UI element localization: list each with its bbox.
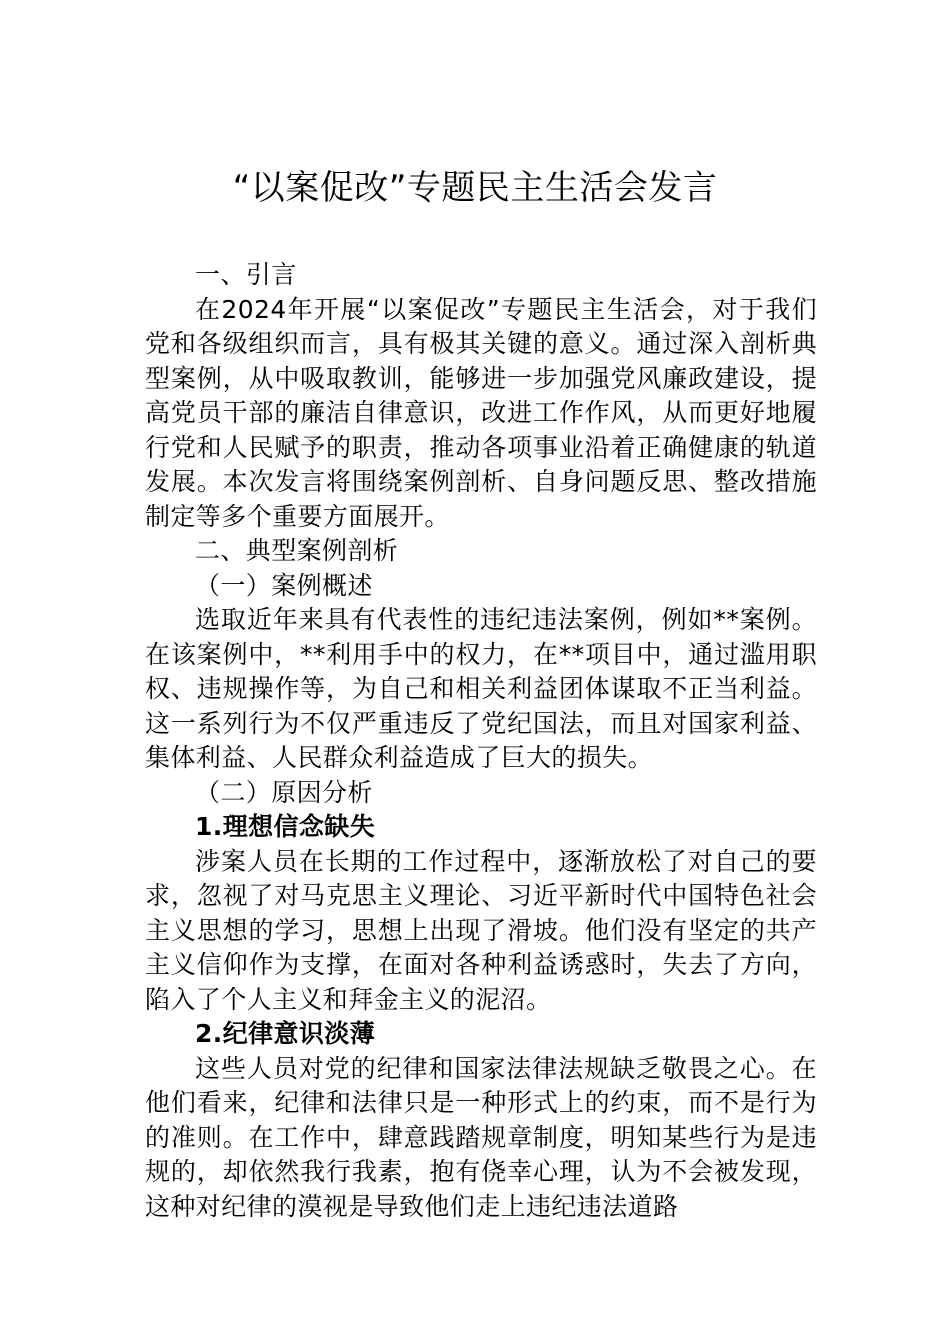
document-body — [145, 258, 817, 1224]
item-heading-belief: 1.理想信念缺失 — [195, 812, 376, 841]
paragraph-intro: 在2024年开展“以案促改”专题民主生活会，对于我们党和各级组织而言，具有极其关键的意义。通过深入剖析典型案例，从中吸取教训，能够进一步加强党风廉政建设，提高党员干部的廉洁自律意识，改进工作作风，从而更好地履行党和人民赋予的职责，推动各项事业沿着正确健康的轨道发展。本次发言将围绕案例剖析、自身问题反思、整改措施制定等多个重要方面展开。 — [145, 294, 817, 531]
document-title: “以案促改”专题民主生活会发言 — [232, 168, 718, 208]
item-heading-discipline: 2.纪律意识淡薄 — [195, 1019, 376, 1048]
paragraph-discipline: 这些人员对党的纪律和国家法律法规缺乏敬畏之心。在他们看来，纪律和法律只是一种形式上的约束，而不是行为的准则。在工作中，肆意践踏规章制度，明知某些行为是违规的，却依然我行我素，抱有侥幸心理，认为不会被发现，这种对纪律的漠视是导致他们走上违纪违法道路 — [145, 1053, 817, 1221]
paragraph-belief: 涉案人员在长期的工作过程中，逐渐放松了对自己的要求，忽视了对马克思主义理论、习近平新时代中国特色社会主义思想的学习，思想上出现了滑坡。他们没有坚定的共产主义信仰作为支撑，在面对各种利益诱惑时，失去了方向，陷入了个人主义和拜金主义的泥沼。 — [145, 846, 817, 1014]
section-heading-case-analysis: 二、典型案例剖析 — [195, 536, 399, 565]
paragraph-case-overview: 选取近年来具有代表性的违纪违法案例，例如**案例。在该案例中，**利用手中的权力，在**项目中，通过滥用职权、违规操作等，为自己和相关利益团体谋取不正当利益。这一系列行为不仅严重违反了党纪国法，而且对国家利益、集体利益、人民群众利益造成了巨大的损失。 — [145, 605, 817, 772]
subsection-heading-cause-analysis: （二）原因分析 — [195, 777, 373, 807]
subsection-heading-case-overview: （一）案例概述 — [195, 570, 373, 600]
section-heading-intro: 一、引言 — [195, 260, 297, 289]
